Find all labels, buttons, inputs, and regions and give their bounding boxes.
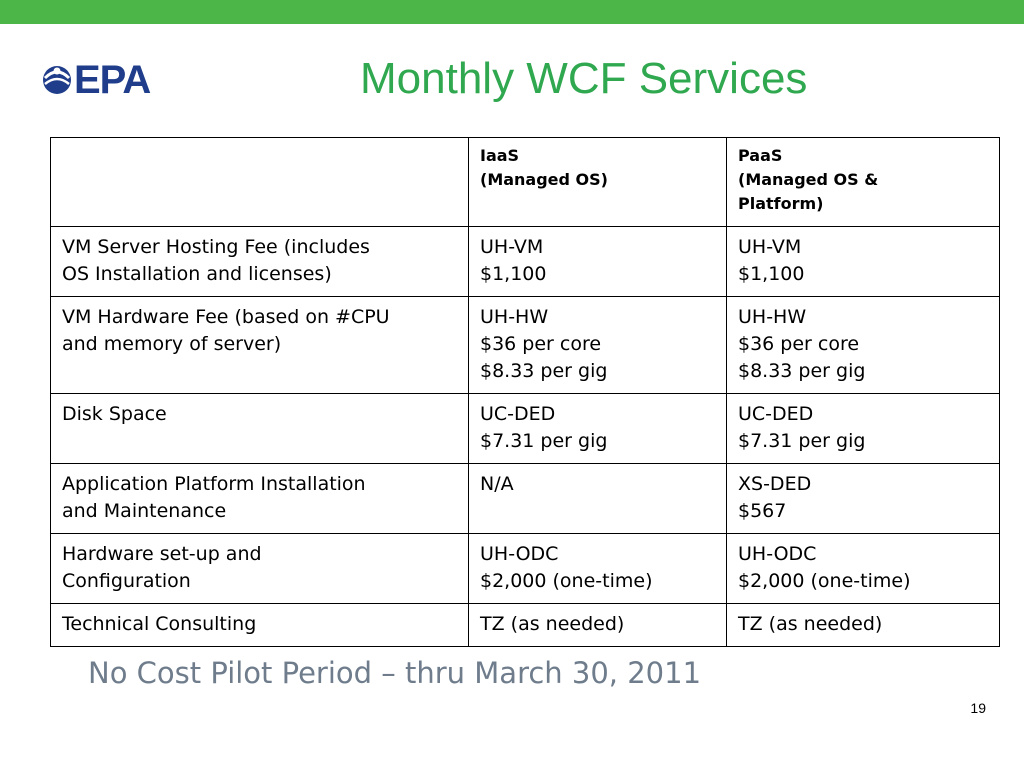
iaas-cell <box>469 394 727 464</box>
cell-line: and Maintenance <box>62 500 227 522</box>
cell-line: $567 <box>738 500 787 522</box>
cell-line: $1,100 <box>480 263 547 285</box>
cell-line: UH-HW <box>480 306 549 328</box>
cell-line: Technical Consulting <box>62 613 257 635</box>
header-line: Platform) <box>738 194 824 213</box>
cell-line: and memory of server) <box>62 333 282 355</box>
paas-cell <box>727 464 1000 534</box>
iaas-cell <box>469 604 727 647</box>
service-cell <box>51 297 469 394</box>
epa-emblem-icon <box>42 62 72 98</box>
table-row <box>51 394 1000 464</box>
header-cell-iaas <box>469 138 727 227</box>
cell-line: Application Platform Installation <box>62 473 366 495</box>
paas-cell <box>727 604 1000 647</box>
header-cell-paas <box>727 138 1000 227</box>
cell-line: TZ (as needed) <box>480 613 625 635</box>
cell-line: UH-ODC <box>738 543 817 565</box>
cell-line: Disk Space <box>62 403 167 425</box>
service-cell <box>51 394 469 464</box>
cell-line: Hardware set-up and <box>62 543 262 565</box>
page-number: 19 <box>970 700 986 716</box>
cell-line: OS Installation and licenses) <box>62 263 332 285</box>
cell-line: $2,000 (one-time) <box>480 570 653 592</box>
cell-line: XS-DED <box>738 473 812 495</box>
header-line: IaaS <box>480 146 520 165</box>
table-header-row <box>51 138 1000 227</box>
cell-line: $1,100 <box>738 263 805 285</box>
cell-line: $7.31 per gig <box>480 430 608 452</box>
table-row <box>51 464 1000 534</box>
service-cell <box>51 534 469 604</box>
iaas-cell <box>469 297 727 394</box>
iaas-cell <box>469 534 727 604</box>
table-row <box>51 227 1000 297</box>
logo-text: EPA <box>74 58 151 102</box>
paas-cell <box>727 534 1000 604</box>
header-cell-empty <box>51 138 469 227</box>
cell-line: Configuration <box>62 570 191 592</box>
paas-cell <box>727 297 1000 394</box>
header-line: PaaS <box>738 146 783 165</box>
iaas-cell <box>469 464 727 534</box>
service-cell <box>51 604 469 647</box>
table-row <box>51 297 1000 394</box>
slide-title: Monthly WCF Services <box>360 54 808 103</box>
header-line: (Managed OS) <box>480 170 608 189</box>
top-accent-bar <box>0 0 1024 24</box>
cell-line: UH-VM <box>480 236 544 258</box>
cell-line: $8.33 per gig <box>480 360 608 382</box>
cell-line: N/A <box>480 473 514 495</box>
cell-line: VM Hardware Fee (based on #CPU <box>62 306 390 328</box>
cell-line: $8.33 per gig <box>738 360 866 382</box>
cell-line: UH-HW <box>738 306 807 328</box>
epa-logo <box>42 60 150 100</box>
cell-line: $36 per core <box>480 333 602 355</box>
cell-line: $36 per core <box>738 333 860 355</box>
cell-line: UC-DED <box>738 403 814 425</box>
cell-line: UH-VM <box>738 236 802 258</box>
table-row <box>51 534 1000 604</box>
pilot-period-note: No Cost Pilot Period – thru March 30, 2011 <box>88 656 702 690</box>
cell-line: UC-DED <box>480 403 556 425</box>
cell-line: $7.31 per gig <box>738 430 866 452</box>
cell-line: TZ (as needed) <box>738 613 883 635</box>
cell-line: VM Server Hosting Fee (includes <box>62 236 370 258</box>
service-cell <box>51 227 469 297</box>
header-line: (Managed OS & <box>738 170 879 189</box>
service-cell <box>51 464 469 534</box>
paas-cell <box>727 394 1000 464</box>
cell-line: $2,000 (one-time) <box>738 570 911 592</box>
table-row <box>51 604 1000 647</box>
iaas-cell <box>469 227 727 297</box>
cell-line: UH-ODC <box>480 543 559 565</box>
paas-cell <box>727 227 1000 297</box>
services-fee-table <box>50 137 1000 647</box>
